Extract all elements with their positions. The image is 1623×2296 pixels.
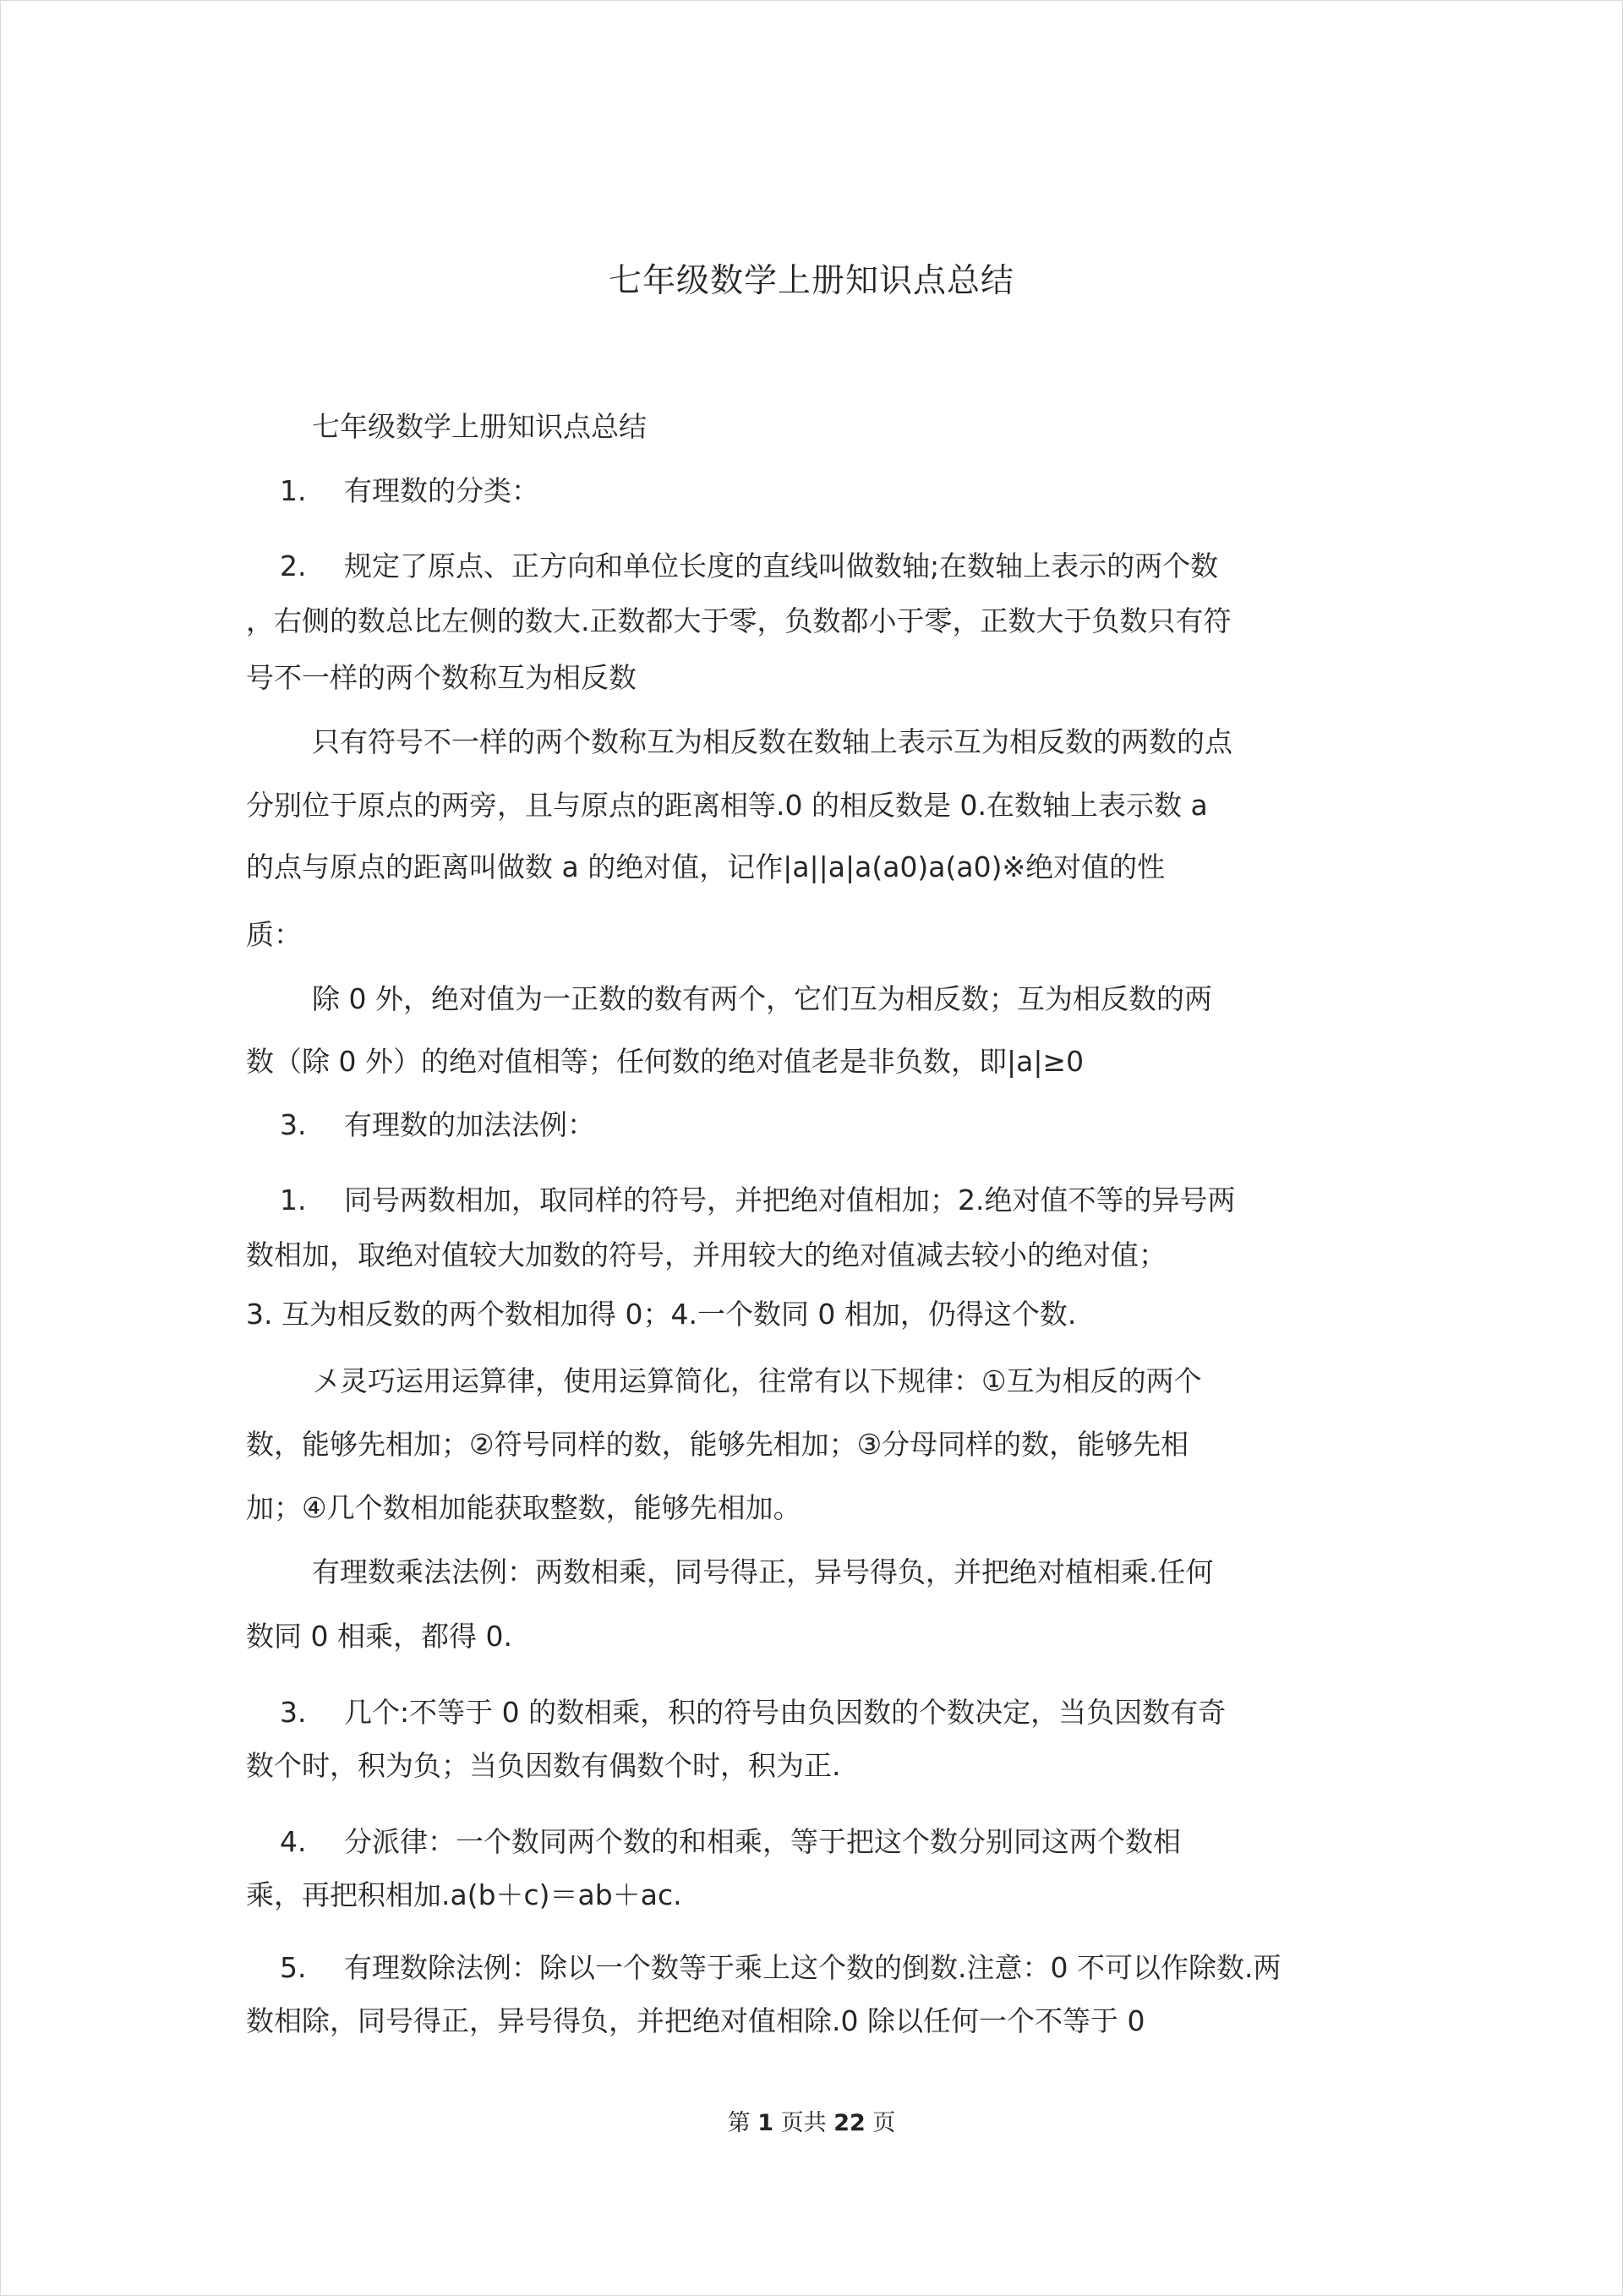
item-number: 5.: [280, 1951, 307, 1984]
list-item: [280, 549, 1219, 582]
list-item: [280, 1951, 1281, 1984]
item-text: 有理数的加法法例：: [344, 1108, 595, 1141]
text-line: 号不一样的两个数称互为相反数: [246, 661, 637, 694]
item-number: 2.: [280, 549, 307, 582]
item-text: 几个:不等于 0 的数相乘，积的符号由负因数的个数决定，当负因数有奇: [344, 1696, 1227, 1729]
footer-total-pages: 22: [833, 2110, 866, 2136]
text-line: 3. 互为相反数的两个数相加得 0；4.一个数同 0 相加，仍得这个数.: [246, 1298, 1077, 1331]
item-text: 有理数的分类：: [344, 474, 539, 507]
paragraph-line: 除 0 外，绝对值为一正数的数有两个，它们互为相反数；互为相反数的两: [312, 982, 1212, 1015]
item-number: 1.: [280, 1184, 307, 1216]
list-item: [280, 1108, 595, 1141]
text-line: 质：: [246, 918, 302, 951]
text-line: 数，能够先相加；②符号同样的数，能够先相加；③分母同样的数，能够先相: [246, 1428, 1189, 1461]
list-item: [280, 1186, 1236, 1214]
item-number: 3.: [280, 1108, 307, 1141]
text-line: 数（除 0 外）的绝对值相等；任何数的绝对值老是非负数，即|a|≥0: [246, 1045, 1085, 1078]
footer-suffix: 页: [872, 2110, 896, 2136]
text-line: 加；④几个数相加能获取整数，能够先相加。: [246, 1491, 801, 1524]
footer-prefix: 第: [727, 2110, 751, 2136]
paragraph-line: 只有符号不一样的两个数称互为相反数在数轴上表示互为相反数的两数的点: [312, 725, 1232, 758]
footer-page-number: 1: [757, 2110, 774, 2136]
item-number: 1.: [280, 474, 307, 507]
paragraph-line: 有理数乘法法例：两数相乘，同号得正，异号得负，并把绝对植相乘.任何: [312, 1555, 1214, 1588]
subtitle: 七年级数学上册知识点总结: [312, 410, 647, 443]
paragraph-line: 〤灵巧运用运算律，使用运算简化，往常有以下规律：①互为相反的两个: [312, 1364, 1202, 1397]
item-number: 3.: [280, 1696, 307, 1729]
item-text: 同号两数相加，取同样的符号，并把绝对值相加；2.绝对值不等的异号两: [344, 1184, 1236, 1216]
page-footer: [1, 2104, 1622, 2137]
list-item: [280, 1696, 1227, 1729]
text-line: 数相除，同号得正，异号得负，并把绝对值相除.0 除以任何一个不等于 0: [246, 2004, 1145, 2037]
list-item: [280, 1825, 1181, 1858]
footer-middle: 页共: [780, 2110, 827, 2136]
page-title: 七年级数学上册知识点总结: [608, 262, 1014, 300]
text-line: 数同 0 相乘，都得 0.: [246, 1620, 512, 1653]
text-line: 分别位于原点的两旁，且与原点的距离相等.0 的相反数是 0.在数轴上表示数 a: [246, 789, 1208, 822]
text-line: 的点与原点的距离叫做数 a 的绝对值，记作|a||a|a(a0)a(a0)※绝对值的性: [246, 850, 1166, 883]
text-line: ，右侧的数总比左侧的数大.正数都大于零，负数都小于零，正数大于负数只有符: [246, 604, 1232, 637]
list-item: [280, 474, 539, 507]
item-text: 有理数除法例：除以一个数等于乘上这个数的倒数.注意：0 不可以作除数.两: [344, 1951, 1281, 1984]
item-text: 分派律：一个数同两个数的和相乘，等于把这个数分别同这两个数相: [344, 1825, 1181, 1858]
text-line: 数相加，取绝对值较大加数的符号，并用较大的绝对值减去较小的绝对值；: [246, 1238, 1167, 1271]
item-number: 4.: [280, 1825, 307, 1858]
item-text: 规定了原点、正方向和单位长度的直线叫做数轴;在数轴上表示的两个数: [344, 549, 1219, 582]
text-line: 数个时，积为负；当负因数有偶数个时，积为正.: [246, 1749, 841, 1782]
text-line: 乘，再把积相加.a(b＋c)＝ab＋ac.: [246, 1878, 682, 1911]
